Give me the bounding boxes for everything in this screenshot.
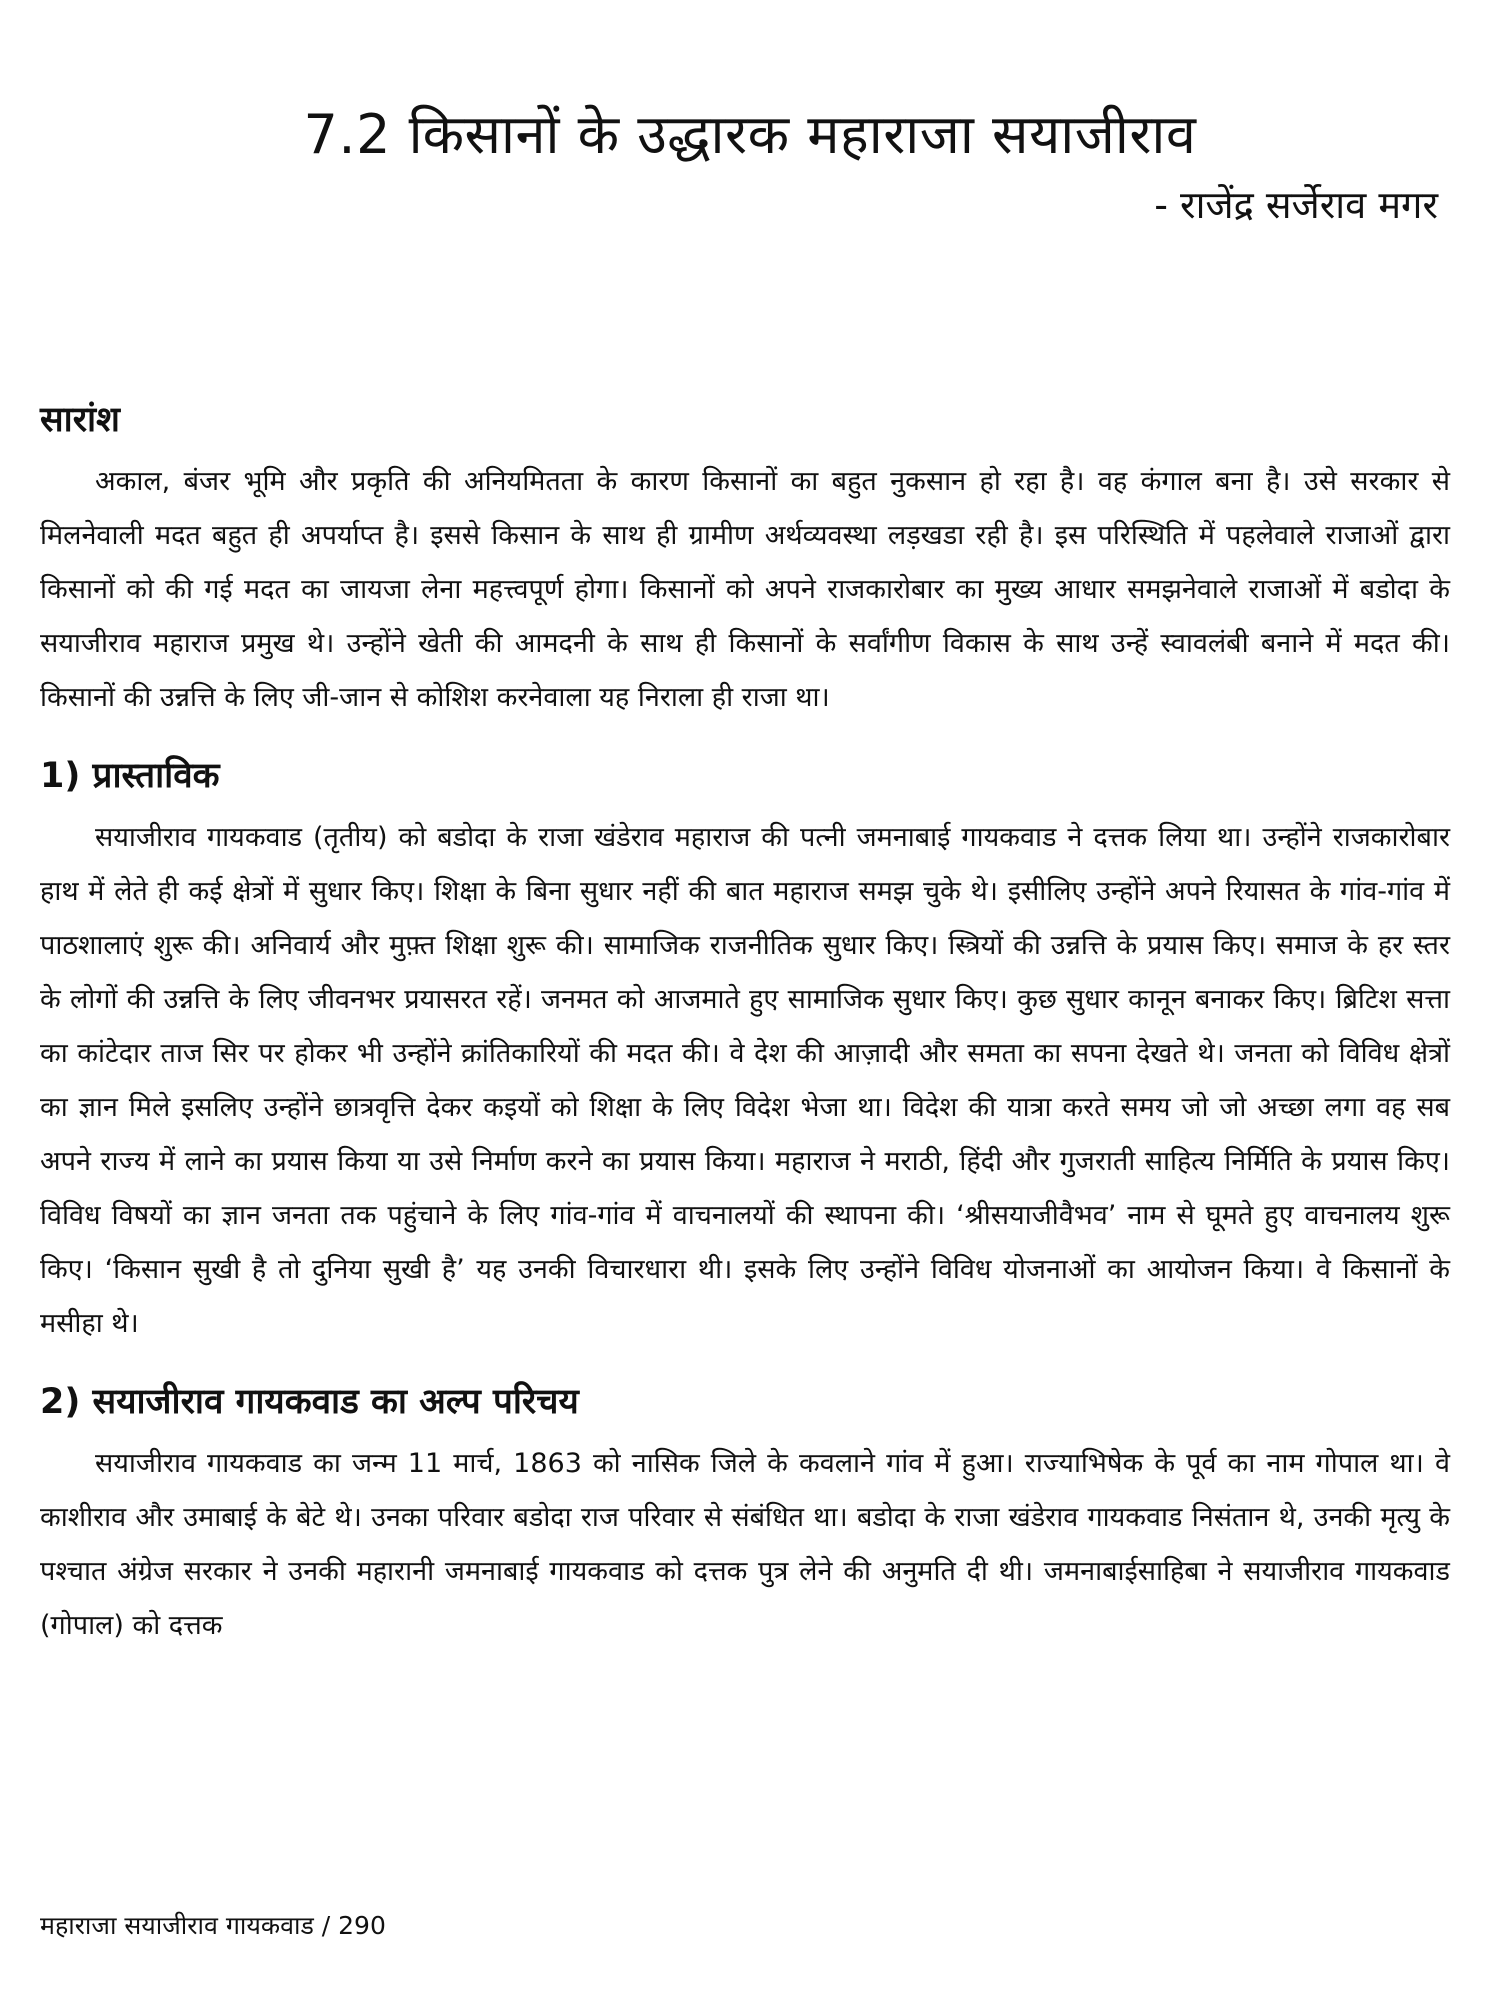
section-paragraph-introduction: सयाजीराव गायकवाड (तृतीय) को बडोदा के राजा खंडेराव महाराज की पत्नी जमनाबाई गायकवाड ने दत्तक लिया था। उन्होंने राजकारोबार हाथ में लेते ही कई क्षेत्रों में सुधार किए। शिक्षा के बिना सुधार नहीं की बात महाराज समझ चुके थे। इसीलिए उन्होंने अपने रियासत के गांव-गांव में पाठशालाएं शुरू की। अनिवार्य और मुफ़्त शिक्षा शुरू की। सामाजिक राजनीतिक सुधार किए। स्त्रियों की उन्नत्ति के प्रयास किए। समाज के हर स्तर के लोगों की उन्नत्ति के लिए जीवनभर प्रयासरत रहें। जनमत को आजमाते हुए सामाजिक सुधार किए। कुछ सुधार कानून बनाकर किए। ब्रिटिश सत्ता का कांटेदार ताज सिर पर होकर भी उन्होंने क्रांतिकारियों की मदत की। वे देश की आज़ादी और समता का सपना देखते थे। जनता को विविध क्षेत्रों का ज्ञान मिले इसलिए उन्होंने छात्रवृत्ति देकर कइयों को शिक्षा के लिए विदेश भेजा था। विदेश की यात्रा करते समय जो जो अच्छा लगा वह सब अपने राज्य में लाने का प्रयास किया या उसे निर्माण करने का प्रयास किया। महाराज ने मराठी, हिंदी और गुजराती साहित्य निर्मिति के प्रयास किए। विविध विषयों का ज्ञान जनता तक पहुंचाने के लिए गांव-गांव में वाचनालयों की स्थापना की। ‘श्रीसयाजीवैभव’ नाम से घूमते हुए वाचनालय शुरू किए। ‘किसान सुखी है तो दुनिया सुखी है’ यह उनकी विचारधारा थी। इसके लिए उन्होंने विविध योजनाओं का आयोजन किया। वे किसानों के मसीहा थे। [40,822,1450,1339]
section-paragraph-summary: अकाल, बंजर भूमि और प्रकृति की अनियमितता के कारण किसानों का बहुत नुकसान हो रहा है। वह कंगाल बना है। उसे सरकार से मिलनेवाली मदत बहुत ही अपर्याप्त है। इससे किसान के साथ ही ग्रामीण अर्थव्यवस्था लड़खडा रही है। इस परिस्थिति में पहलेवाले राजाओं द्वारा किसानों को की गई मदत का जायजा लेना महत्त्वपूर्ण होगा। किसानों को अपने राजकारोबार का मुख्य आधार समझनेवाले राजाओं में बडोदा के सयाजीराव महाराज प्रमुख थे। उन्होंने खेती की आमदनी के साथ ही किसानों के सर्वांगीण विकास के साथ उन्हें स्वावलंबी बनाने में मदत की। किसानों की उन्नत्ति के लिए जी-जान से कोशिश करनेवाला यह निराला ही राजा था। [40,466,1450,713]
author-name: - राजेंद्र सर्जेराव मगर [1154,183,1438,227]
chapter-title: 7.2 किसानों के उद्धारक महाराजा सयाजीराव [303,103,1197,166]
section-summary [40,395,1450,725]
section-paragraph-brief-biography: सयाजीराव गायकवाड का जन्म 11 मार्च, 1863 को नासिक जिले के कवलाने गांव में हुआ। राज्याभिषेक के पूर्व का नाम गोपाल था। वे काशीराव और उमाबाई के बेटे थे। उनका परिवार बडोदा राज परिवार से संबंधित था। बडोदा के राजा खंडेराव गायकवाड निसंतान थे, उनकी मृत्यु के पश्चात अंग्रेज सरकार ने उनकी महारानी जमनाबाई गायकवाड को दत्तक पुत्र लेने की अनुमति दी थी। जमनाबाईसाहिबा ने सयाजीराव गायकवाड (गोपाल) को दत्तक [40,1448,1450,1641]
section-heading-brief-biography: 2) सयाजीराव गायकवाड का अल्प परिचय [40,1382,579,1422]
page-footer: महाराजा सयाजीराव गायकवाड / 290 [40,1911,386,1940]
section-introduction [40,751,1450,1351]
section-heading-introduction: 1) प्रास्ताविक [40,756,220,796]
section-heading-summary: सारांश [40,400,120,440]
chapter-body [40,395,1450,1679]
section-brief-biography [40,1377,1450,1653]
